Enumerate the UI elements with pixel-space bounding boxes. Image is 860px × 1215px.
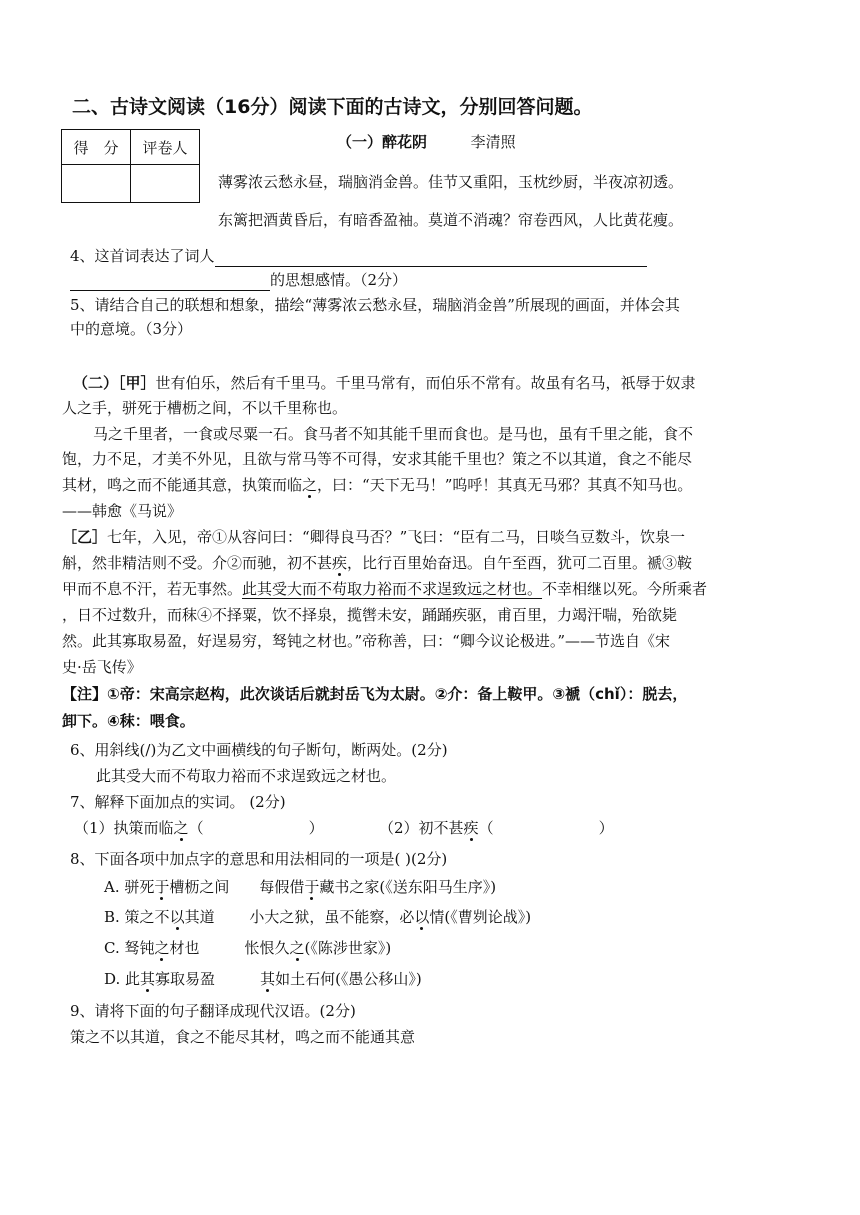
option-c[interactable]: C. 驽钝之材也 怅恨久之(《陈涉世家》)	[104, 939, 392, 957]
answer-blank[interactable]	[215, 248, 647, 267]
poem-title: （一）醉花阴	[337, 133, 428, 151]
section-title: 二、古诗文阅读（16分）阅读下面的古诗文，分别回答问题。	[72, 96, 593, 118]
question-6-sentence[interactable]: 此其受大而不苟取力裕而不求逞致远之材也。	[96, 767, 397, 785]
answer-parens[interactable]: （ ）	[478, 819, 614, 837]
question-5-line-1: 5、请结合自己的联想和想象，描绘“薄雾浓云愁永昼，瑞脑消金兽”所展现的画面，并体会其	[70, 296, 680, 314]
poem-line-1: 薄雾浓云愁永昼，瑞脑消金兽。佳节又重阳，玉枕纱厨，半夜凉初透。	[218, 173, 684, 191]
dotted-char: 疾	[463, 819, 479, 837]
passage-jia-line-5: 其材，鸣之而不能通其意，执策而临之，曰：“天下无马！”呜呼！其真无马邪？其真不知马也。	[62, 476, 693, 494]
option-b[interactable]: B. 策之不以其道 小大之狱，虽不能察，必以情(《曹刿论战》)	[104, 908, 532, 926]
poem-author: 李清照	[470, 133, 516, 151]
passage-jia-line-3: 马之千里者，一食或尽粟一石。食马者不知其能千里而食也。是马也，虽有千里之能，食不	[93, 425, 694, 443]
question-8-title: 8、下面各项中加点字的意思和用法相同的一项是( )(2分)	[70, 850, 448, 868]
poem-line-2: 东篱把酒黄昏后，有暗香盈袖。莫道不消魂？帘卷西风，人比黄花瘦。	[218, 211, 684, 229]
passage-jia-line-2: 人之手，骈死于槽枥之间，不以千里称也。	[62, 399, 348, 417]
passage-jia-source: ——韩愈《马说》	[62, 502, 183, 520]
dotted-char: 之	[302, 476, 318, 494]
passage-jia-line-1: （二）［甲］世有伯乐，然后有千里马。千里马常有，而伯乐不常有。故虽有名马，祇辱于奴隶	[73, 374, 696, 392]
question-7-item-1: （1）执策而临之（ ）	[74, 819, 324, 837]
passage-yi-line-6: 史·岳飞传》	[62, 658, 142, 676]
passage-yi-line-2: 斛，然非精洁则不受。介②而驰，初不甚疾，比行百里始奋迅。自午至酉，犹可二百里。褫③鞍	[62, 554, 693, 572]
score-label: 得 分	[62, 130, 131, 165]
question-6-title: 6、用斜线(/)为乙文中画横线的句子断句，断两处。(2分)	[70, 741, 448, 759]
score-cell[interactable]	[62, 165, 131, 203]
passage-jia-label: （二）［甲］	[73, 374, 156, 392]
poem-header	[337, 131, 516, 153]
answer-parens[interactable]: （ ）	[188, 819, 324, 837]
question-4-line-1	[70, 245, 647, 267]
question-4-line-2	[70, 269, 407, 291]
option-a[interactable]: A. 骈死于槽枥之间 每假借于藏书之家(《送东阳马生序》)	[104, 878, 497, 896]
question-4-text: 4、这首词表达了词人	[70, 247, 215, 265]
grader-label: 评卷人	[131, 130, 200, 165]
note-line-1: 【注】①帝：宋高宗赵构，此次谈话后就封岳飞为太尉。②介：备上鞍甲。③褫（chǐ）：脱去，	[62, 685, 688, 703]
passage-yi-label: ［乙］	[62, 528, 108, 546]
passage-yi-line-1: ［乙］七年，入见，帝①从容问曰：“卿得良马否？”飞曰：“臣有二马，日啖刍豆数斗，饮泉一	[62, 528, 686, 546]
passage-jia-line-4: 饱，力不足，才美不外见，且欲与常马等不可得，安求其能千里也？策之不以其道，食之不能尽	[62, 450, 693, 468]
passage-yi-line-3: 甲而不息不汗，若无事然。此其受大而不苟取力裕而不求逞致远之材也。不幸相继以死。今所乘者	[62, 580, 708, 598]
answer-blank[interactable]	[70, 272, 270, 291]
score-table	[61, 129, 200, 203]
passage-yi-line-5: 然。此其寡取易盈，好逞易穷，驽钝之材也。”帝称善，曰：“卿今议论极进。”——节选自《宋	[62, 632, 671, 650]
question-5-line-2: 中的意境。（3分）	[70, 320, 193, 338]
question-4-suffix: 的思想感情。（2分）	[270, 271, 408, 289]
option-d[interactable]: D. 此其寡取易盈 其如土石何(《愚公移山》)	[104, 970, 422, 988]
question-7-item-2: （2）初不甚疾（ ）	[379, 819, 614, 837]
grader-cell[interactable]	[131, 165, 200, 203]
passage-yi-line-4: ，日不过数升，而秣④不择粟，饮不择泉，揽辔未安，踊踊疾驱，甫百里，力竭汗喘，殆欲毙	[62, 606, 678, 624]
note-line-2: 卸下。④秣：喂食。	[62, 712, 195, 730]
underlined-sentence: 此其受大而不苟取力裕而不求逞致远之材也。	[242, 580, 543, 598]
question-9-sentence: 策之不以其道，食之不能尽其材，鸣之而不能通其意	[70, 1028, 416, 1046]
question-9-title: 9、请将下面的句子翻译成现代汉语。(2分)	[70, 1002, 356, 1020]
dotted-char: 疾	[332, 554, 348, 572]
question-7-title: 7、解释下面加点的实词。 (2分)	[70, 793, 286, 811]
dotted-char: 之	[173, 819, 189, 837]
